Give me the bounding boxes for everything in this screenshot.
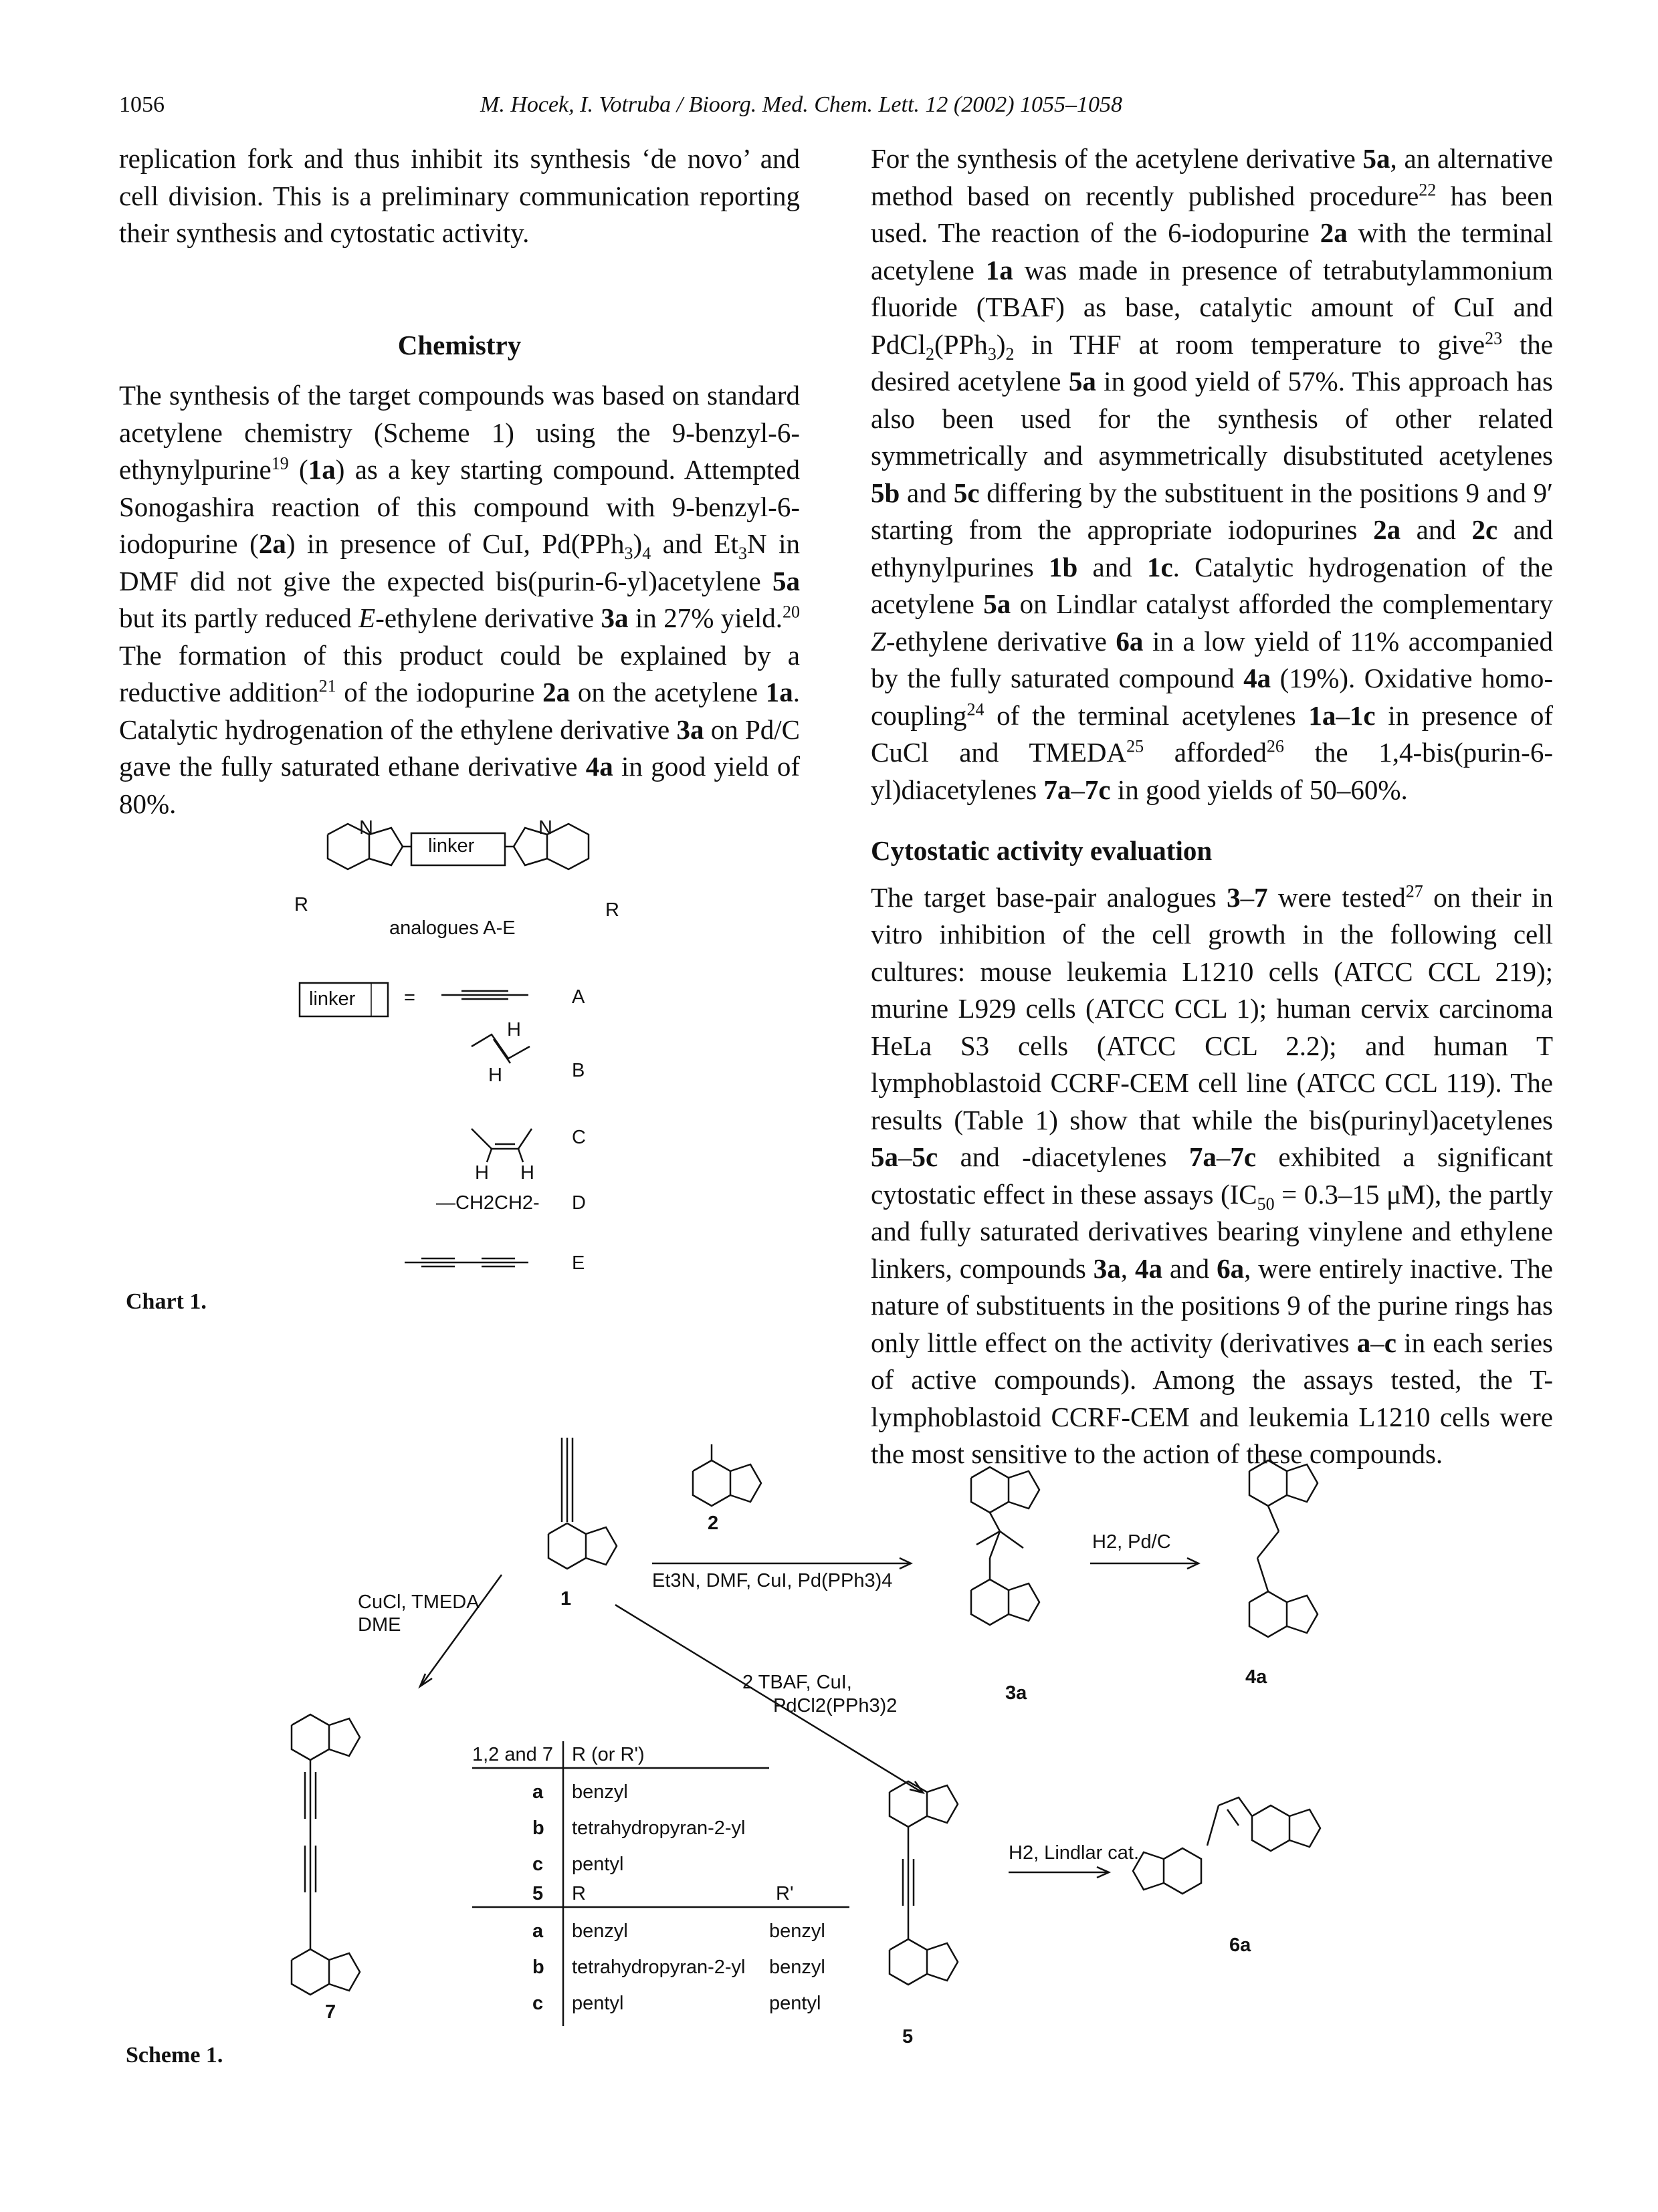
chart1-equals: =	[404, 987, 415, 1008]
chart1-n: N	[538, 817, 552, 839]
chart1-h: H	[475, 1162, 489, 1184]
scheme-compound-2: 2	[708, 1513, 719, 1534]
reagent-left-1: CuCl, TMEDA	[358, 1591, 480, 1613]
table-a-row-key: c	[532, 1854, 544, 1875]
scheme-compound-6a: 6a	[1229, 1934, 1251, 1956]
table-b-row-r2: benzyl	[769, 1957, 825, 1978]
table-b-row-key: b	[532, 1957, 544, 1978]
table-b-row-r: benzyl	[572, 1920, 628, 1942]
chart1-variant-d: D	[572, 1192, 586, 1214]
chart1-r: R	[294, 894, 308, 915]
chart1-variant-e: E	[572, 1252, 585, 1274]
table-b-row-key: a	[532, 1920, 544, 1942]
reagent-h2-pdc: H2, Pd/C	[1092, 1531, 1171, 1553]
intro-paragraph: replication fork and thus inhibit its synthesis ‘de novo’ and cell division. This is a preliminary communication reporting their synthesis and cytostatic activity.	[119, 143, 800, 248]
scheme-compound-3a: 3a	[1005, 1682, 1027, 1704]
chart1-caption: Chart 1.	[126, 1289, 207, 1314]
reagent-mid-1: 2 TBAF, CuI,	[742, 1672, 852, 1693]
table-b-row-r: tetrahydropyran-2-yl	[572, 1957, 746, 1978]
table-a-row-r: tetrahydropyran-2-yl	[572, 1817, 746, 1839]
table-b-row-r2: pentyl	[769, 1993, 821, 2014]
table-a-header-num: 1,2 and 7	[472, 1744, 553, 1765]
chart1-analogues-label: analogues A-E	[389, 917, 516, 939]
table-a-row-r: pentyl	[572, 1854, 624, 1875]
table-a-row-key: b	[532, 1817, 544, 1839]
chart1-h: H	[507, 1019, 521, 1040]
chart1-linker-eq-label: linker	[309, 988, 356, 1010]
table-a-row-r: benzyl	[572, 1781, 628, 1803]
scheme-compound-7: 7	[325, 2001, 336, 2023]
chemistry-paragraph: The synthesis of the target compounds was based on standard acetylene chemistry (Scheme 1) using the 9-benzyl-6-ethynylpurine$^{19}$ (1a) as a key starting compound. Attempted Sonogashira reaction of this compound with 9-benzyl-6-iodopurine (2a) in presence of CuI, $Pd(PPh_3)_4$ and $Et_3N$ in DMF did not give the expected bis(purin-6-yl)acetylene 5a but its partly reduced E-ethylene derivative 3a in 27% yield.$^{20}$ The formation of this product could be explained by a reductive addition$^{21}$ of the iodopurine 2a on the acetylene 1a. Catalytic hydrogenation of the ethylene derivative 3a on Pd/C gave the fully saturated ethane derivative 4a in good yield of 80%.	[119, 380, 801, 819]
table-b-header-r: R	[572, 1883, 586, 1904]
table-b-header-num: 5	[532, 1883, 544, 1904]
chart1-h: H	[520, 1162, 534, 1184]
reagent-top: Et3N, DMF, CuI, Pd(PPh3)4	[652, 1570, 893, 1591]
table-b-header-r2: R'	[776, 1883, 794, 1904]
journal-citation: M. Hocek, I. Votruba / Bioorg. Med. Chem. Lett. 12 (2002) 1055–1058	[480, 92, 1123, 117]
chart1-linker-label: linker	[428, 835, 475, 857]
table-b-row-key: c	[532, 1993, 544, 2014]
chemistry-heading: Chemistry	[397, 329, 522, 360]
chart1-variant-a: A	[572, 986, 585, 1008]
scheme1-caption: Scheme 1.	[126, 2043, 223, 2068]
table-b-row-r2: benzyl	[769, 1920, 825, 1942]
table-a-row-key: a	[532, 1781, 544, 1803]
cytostatic-paragraph: The target base-pair analogues 3–7 were tested$^{27}$ on their in vitro inhibition of the cell growth in the following cell cultures: mouse leukemia L1210 cells (ATCC CCL 219); murine L929 cells (ATCC CCL 1); human cervix carcinoma HeLa S3 cells (ATCC CCL 2.2); and human T lymphoblastoid CCRF-CEM cell line (ATCC CCL 119). The results (Table 1) show that while the bis(purinyl)acetylenes 5a–5c and -diacetylenes 7a–7c exhibited a significant cytostatic effect in these assays ($IC_{50} = 0.3-15$ μM), the partly and fully saturated derivatives bearing vinylene and ethylene linkers, compounds 3a, 4a and 6a, were entirely inactive. The nature of substituents in the positions 9 of the purine rings has only little effect on the activity (derivatives a–c in each series of active compounds). Among the assays tested, the T-lymphoblastoid CCRF-CEM and leukemia L1210 cells were the most sensitive to the action of these compounds.	[871, 881, 1554, 1469]
cytostatic-heading: Cytostatic activity evaluation	[871, 835, 1213, 866]
table-a-header-r: R (or R')	[572, 1744, 645, 1765]
chart1-n: N	[359, 817, 373, 839]
reagent-mid-2: PdCl2(PPh3)2	[773, 1695, 898, 1717]
chart1-variant-c: C	[572, 1127, 586, 1148]
page-number: 1056	[119, 92, 165, 117]
chart1-r: R	[605, 899, 619, 921]
chart1-variant-b: B	[572, 1060, 585, 1081]
scheme-compound-1: 1	[560, 1588, 572, 1610]
scheme-compound-4a: 4a	[1245, 1666, 1267, 1688]
reagent-left-2: DME	[358, 1614, 401, 1636]
scheme-compound-5: 5	[902, 2026, 914, 2048]
acetylene-paragraph: For the synthesis of the acetylene derivative 5a, an alternative method based on recently published procedure$^{22}$ has been used. The reaction of the 6-iodopurine 2a with the terminal acetylene 1a was made in presence of tetrabutylammonium fluoride (TBAF) as base, catalytic amount of CuI and $PdCl_2(PPh_3)_2$ in THF at room temperature to give$^{23}$ the desired acetylene 5a in good yield of 57%. This approach has also been used for the synthesis of other related symmetrically and asymmetrically disubstituted acetylenes 5b and 5c differing by the substituent in the positions 9 and 9′ starting from the appropriate iodopurines 2a and 2c and ethynylpurines 1b and 1c. Catalytic hydrogenation of the acetylene 5a on Lindlar catalyst afforded the complementary Z-ethylene derivative 6a in a low yield of 11% accompanied by the fully saturated compound 4a (19%). Oxidative homo-coupling$^{24}$ of the terminal acetylenes 1a–1c in presence of CuCl and TMEDA$^{25}$ afforded$^{26}$ the 1,4-bis(purin-6-yl)diacetylenes 7a–7c in good yields of 50–60%.	[871, 143, 1554, 805]
table-b-row-r: pentyl	[572, 1993, 624, 2014]
reagent-lindlar: H2, Lindlar cat.	[1009, 1842, 1140, 1864]
chart1-h: H	[488, 1065, 502, 1086]
chart1-d-formula: —CH2CH2-	[436, 1192, 540, 1214]
